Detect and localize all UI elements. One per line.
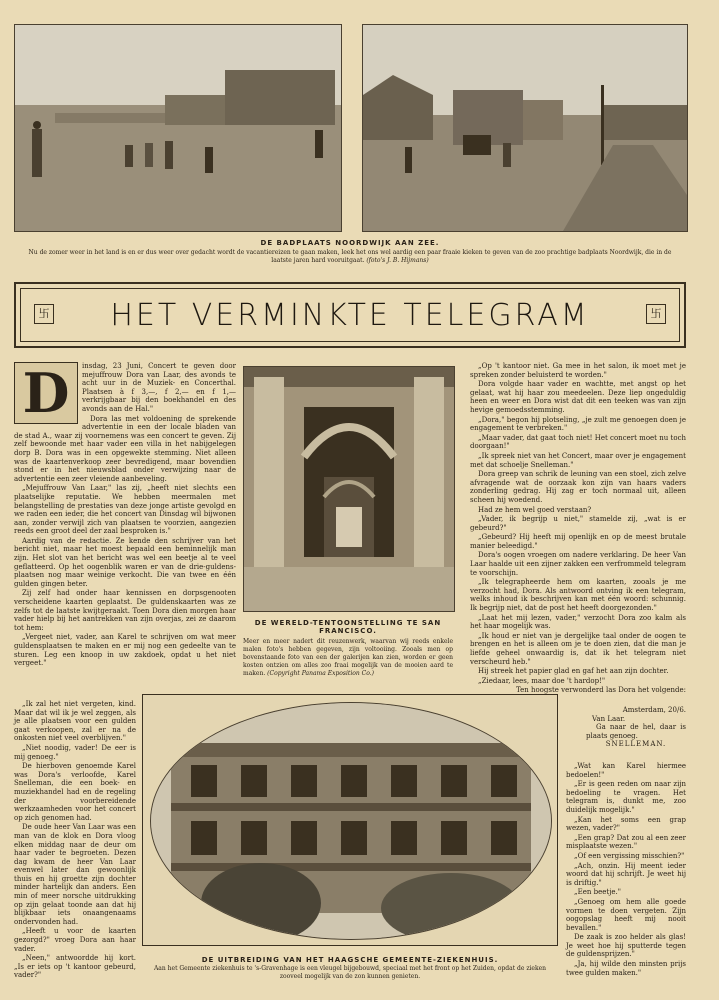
paragraph: „Er is geen reden om naar zijn bedoeling te vragen. Het telegram is, dunkt me, zoo duidelijk mogelijk." — [566, 780, 686, 814]
article-banner — [14, 282, 686, 348]
paragraph: „Mejuffrouw Van Laar," las zij, „heeft niet slechts een plaatselijke reputatie. We hebben meermalen met belangstelling de prestaties van deze jonge artiste gevolgd en we raden een ieder, die het concert van Dinsdag wil bijwonen aan, zonder verwijl zich van plaatsen te voorzien, aangezien reeds een groot deel der zaal besproken is." — [14, 484, 236, 536]
paragraph: „Een grap? Dat zou al een zeer misplaatste wezen." — [566, 833, 686, 851]
paragraph: Aardig van de redactie. Ze kende den schrijver van het bericht niet, maar het moest bepaald een beminnelijk man zijn. Het slot van het bericht was wel een beetje al te veel geflatteerd. Op het oogenblik waren er van de drie-guldens-plaatsen nog maar weinige verkocht. Die van twee en één gulden gingen beter. — [14, 536, 236, 588]
paragraph: Dora las met voldoening de sprekende advertentie in een der locale bladen van de stad A., waar zij voornemens was een concert te geven. Zij zelf bewoonde met haar vader een villa in het nabijgelegen dorp B. Dora was in een opgewekte stemming. Niet alleen was de kaartenverkoop zeer bevredigend, maar bovendien stond er in het nieuwsblad onder verwijzing naar de advertentie een zeer vleiende aanbeveling. — [14, 414, 236, 483]
paragraph: Dora greep van schrik de leuning van een stoel, zich zelve afvragende wat de oorzaak kon zijn van haars vaders zonderling gedrag. Hij zag er toch normaal uit, alleen scheen hij woedend. — [470, 470, 686, 504]
paragraph: „Ja, hij wilde den minsten prijs twee gulden maken." — [566, 960, 686, 977]
paragraph: „Ik telegrapheerde hem om kaarten, zooals je me verzocht had, Dora. Als antwoord ontving ik een telegram, welks inhoud ik beschrijven kan met één woord: schunnig. Ik begrijp niet, dat de post het heeft doorgezonden." — [470, 578, 686, 613]
hospital-caption-text: Aan het Gemeente ziekenhuis te 's-Gravenhage is een vleugel bijgebouwd, speciaal met het front op het Zuiden, opdat de zieken zooveel mogelijk van de zon kunnen genieten. — [153, 965, 547, 980]
top-caption-body: Nu de zomer weer in het land is en er dus weer over gedacht wordt de vacantiereizen te gaan maken, leek het ons wel aardig een paar fraaie kieken te geven van de zoo prachtige badplaats Noordwijk, die in de laatste jaren hard vooruitgaat. — [28, 249, 672, 264]
telegram-addressee: Van Laar. — [592, 714, 626, 723]
paragraph: Hij streek het papier glad en gaf het aan zijn dochter. — [478, 667, 669, 676]
paragraph: „Dora," begon hij plotseling, „je zult me genoegen doen je engagement te verbreken." — [470, 415, 686, 433]
paragraph: „Op 't kantoor niet. Ga mee in het salon, ik moet met je spreken zonder beluisterd te worden." — [470, 362, 686, 379]
paragraph: „Een beetje." — [574, 888, 621, 897]
expo-caption-text — [243, 638, 453, 678]
ornament-right-icon: 卐 — [646, 304, 666, 324]
paragraph: „Niet noodig, vader! De eer is mij genoeg." — [14, 743, 136, 761]
top-caption-credit: (foto's J. B. Hijmans) — [366, 257, 429, 264]
article-title: HET VERMINKTE TELEGRAM — [110, 298, 590, 333]
telegram-signature: SNELLEMAN. — [605, 740, 667, 749]
paragraph: De hierboven genoemde Karel was Dora's verloofde, Karel Snelleman, die een boek- en muziekhandel had en de regeling der voorbereidende werkzaamheden voor het concert op zich genomen had. — [14, 762, 136, 822]
telegram-place-date: Amsterdam, 20/6. — [622, 706, 686, 714]
paragraph: „Genoeg om hem alle goede vormen te doen vergeten. Zijn oogopslag heeft mij nooit bevallen." — [566, 897, 686, 932]
paragraph: „Ik houd er niet van je dergelijke taal onder de oogen te brengen en het is alleen om je te doen zien, dat die man je liefde geheel onwaardig is, dat ik het telegram niet verscheurd heb." — [470, 631, 686, 666]
paragraph: De zaak is zoo helder als glas! Je weet hoe hij sputterde tegen de guldensprijzen." — [566, 933, 686, 959]
paragraph: insdag, 23 Juni, Concert te geven door mejuffrouw Dora van Laar, des avonds te acht uur in de Muziek- en Concerthal. Plaatsen à f 3,—, f 2,— en f 1,— verkrijgbaar bij den boekhandel en des avonds aan de Hal." — [82, 362, 236, 413]
paragraph: „Ik zal het niet vergeten, kind. Maar dat wil ik je wel zeggen, als je alle plaatsen voor een gulden gaat verkoopen, zal er na de onkosten niet veel overblijven." — [14, 700, 136, 743]
paragraph: „Laat het mij lezen, vader," verzocht Dora zoo kalm als het haar mogelijk was. — [470, 613, 686, 631]
paragraph: Dora volgde haar vader en wachtte, met angst op het gelaat, wat hij haar zou meedeelen. Deze liep ongeduldig heen en weer en Dora wist dat dit een teeken was van zijn hevige gemoedsstemming. — [470, 380, 686, 414]
article-column-1-lower — [14, 700, 136, 981]
hospital-photo — [150, 702, 552, 940]
paragraph: Zij zelf had onder haar kennissen en dorpsgenooten verscheidene kaarten geplaatst. De guldenskaarten was ze zelfs tot de laatste kwijtgeraakt. Toen Dora dien morgen haar vader hielp bij het aantrekken van zijn overjas, zei ze daarom tot hem: — [14, 589, 236, 632]
paragraph: „Kan het soms een grap wezen, vader?" — [566, 815, 686, 833]
expo-caption-title: DE WERELD-TENTOONSTELLING TE SAN FRANCISCO. — [254, 619, 442, 635]
top-caption-text — [20, 249, 680, 265]
paragraph: „Wat kan Karel hiermee bedoelen!" — [566, 762, 686, 779]
paragraph: „Heeft u voor de kaarten gezorgd?" vroeg Dora aan haar vader. — [14, 927, 136, 953]
article-column-3 — [470, 362, 686, 696]
hospital-caption-title: DE UITBREIDING VAN HET HAAGSCHE GEMEENTE-ZIEKENHUIS. — [201, 956, 499, 964]
paragraph: „Maar vader, dat gaat toch niet! Het concert moet nu toch doorgaan!" — [470, 433, 686, 451]
paragraph: „Vader, ik begrijp u niet," stamelde zij, „wat is er gebeurd?" — [470, 515, 686, 532]
telegram-block — [586, 706, 686, 749]
ornament-left-icon: 卐 — [34, 304, 54, 324]
paragraph: „Neen," antwoordde hij kort. „Is er iets op 't kantoor gebeurd, vader?" — [14, 954, 136, 980]
village-street-photo — [362, 24, 688, 232]
paragraph: „Of een vergissing misschien?" — [574, 851, 685, 860]
drop-cap: D — [14, 362, 78, 424]
paragraph: Ten hoogste verwonderd las Dora het volgende: — [515, 686, 686, 695]
paragraph: „Ziedaar, lees, maar doe 't hardop!" — [478, 676, 606, 685]
telegram-body: Ga naar de hel, daar is plaats genoeg. — [586, 723, 686, 740]
paragraph: Dora's oogen vroegen om nadere verklaring. De heer Van Laar haalde uit een zijner zakken een verfrommeld telegram te voorschijn. — [470, 551, 686, 577]
expo-caption-credit: (Copyright Panama Exposition Co.) — [267, 670, 374, 677]
paragraph: De oude heer Van Laar was een man van de klok en Dora vloog elken middag naar de deur om haar vader te begroeten. Dezen dag kwam de heer Van Laar evenwel later dan gewoonlijk thuis en hij groette zijn dochter minder hartelijk dan anders. Een min of meer norsche uitdrukking op zijn gelaat toonde aan dat hij blijkbaar iets onaangenaams ondervonden had. — [14, 823, 136, 926]
article-column-3-lower — [566, 762, 686, 978]
paragraph: „Gebeurd? Hij heeft mij openlijk en op de meest brutale manier beleedigd." — [470, 533, 686, 550]
paragraph: „Ik spreek niet van het Concert, maar over je engagement met dat schoelje Snelleman." — [470, 451, 686, 469]
paragraph: Had ze hem wel goed verstaan? — [478, 505, 592, 514]
expo-gallery-photo — [243, 366, 455, 612]
expo-caption-body: Meer en meer nadert dit reuzenwerk, waarvan wij reeds enkele malen foto's hebben gegeven, zijn voltooiing. Zooals men op bovenstaande foto van een der galerijen kan zien, worden er geen kosten ontzien om alles zoo fraai mogelijk van de mooien aard te maken. — [243, 638, 453, 677]
top-caption-title: DE BADPLAATS NOORDWIJK AAN ZEE. — [260, 239, 440, 247]
beach-photo — [14, 24, 342, 232]
paragraph: „Vergeet niet, vader, aan Karel te schrijven om wat meer guldensplaatsen te maken en er mij nog een gedeelte van te sturen. Leg een knoop in uw zakdoek, opdat u het niet vergeet." — [14, 633, 236, 668]
paragraph: „Ach, onzin. Hij meent ieder woord dat hij schrijft. Je weet hij is driftig." — [566, 861, 686, 887]
article-column-1 — [14, 362, 236, 669]
